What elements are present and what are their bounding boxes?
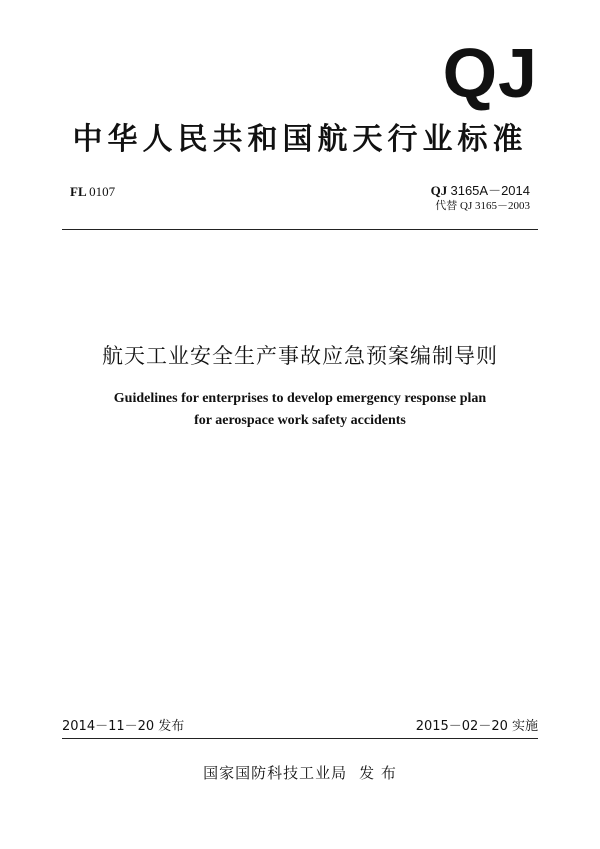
document-title-english	[0, 388, 600, 432]
standard-number-prefix: QJ	[430, 183, 448, 198]
issue-date: 2014－11－20 发布	[62, 719, 185, 734]
document-title-chinese: 航天工业安全生产事故应急预案编制导则	[102, 344, 498, 368]
standard-code-logo: QJ	[442, 34, 538, 112]
implementation-date: 2015－02－20 实施	[415, 719, 538, 734]
classification-number: 0107	[89, 184, 116, 199]
replaces-standard	[435, 197, 530, 213]
replaces-prefix: 代替	[435, 200, 458, 212]
top-divider	[62, 229, 538, 230]
standard-number-value: 3165A－2014	[450, 183, 530, 198]
publisher	[0, 762, 600, 783]
publisher-name: 国家国防科技工业局	[203, 764, 348, 782]
replaces-number: QJ 3165－2003	[460, 200, 530, 212]
classification-code	[70, 184, 115, 200]
standard-category-title: 中华人民共和国航天行业标准	[72, 122, 528, 157]
classification-prefix: FL	[70, 184, 86, 199]
english-title-line-1: Guidelines for enterprises to develop emergency response plan	[113, 391, 487, 406]
publish-label: 发 布	[359, 764, 397, 782]
english-title-line-2: for aerospace work safety accidents	[194, 413, 406, 428]
bottom-divider	[62, 738, 538, 739]
